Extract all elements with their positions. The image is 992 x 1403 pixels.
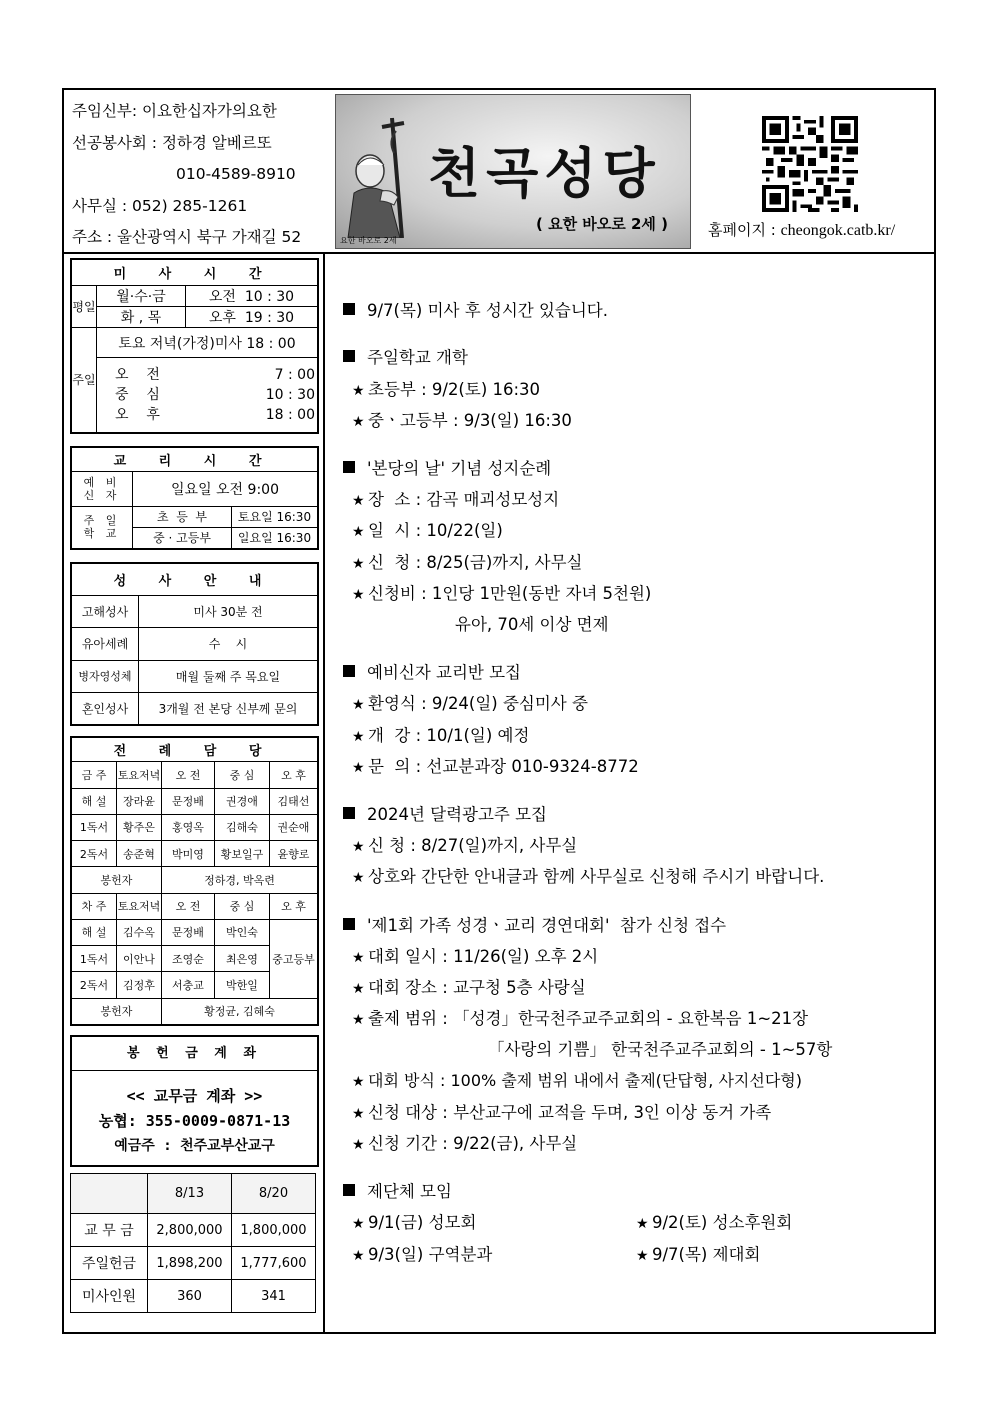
notice-7 [343,1178,452,1202]
item-value: : 100% 출제 범위 내에서 출제(단답형, 사지선다형) [440,1071,802,1090]
square-bullet-icon [343,807,355,819]
week2-header-0: 차 주 [72,893,117,919]
meeting-2 [636,1209,792,1233]
finance-label-2: 주일헌금 [71,1247,148,1280]
star-bullet-icon: ★ [352,1106,365,1122]
qr-code-icon[interactable] [762,116,858,212]
sunday-label: 주일 [72,328,97,433]
week1-header-0: 금 주 [72,762,117,788]
item-value: : 11/26(일) 오후 2시 [442,947,599,966]
week2-header-3: 중 심 [215,893,270,919]
sunday-name-1: 오 전 [115,367,160,383]
item-value: 상호와 간단한 안내글과 함께 사무실로 신청해 주시기 바랍니다. [368,867,825,886]
item-label: 중ㆍ고등부 [368,411,448,430]
notice-6-text: '제1회 가족 성경ㆍ교리 경연대회' 참가 신청 접수 [367,916,727,935]
address-line: 주소 : 울산광역시 북구 가재길 52 [72,228,302,246]
school-time-2: 일요일 16:30 [232,527,318,548]
week2-offering: 황정균, 김혜숙 [162,998,318,1024]
star-bullet-icon: ★ [352,1248,365,1264]
week2-r3-c0: 2독서 [72,972,117,998]
week1-r1-c2: 문정배 [162,788,215,814]
week1-r3-c0: 2독서 [72,841,117,867]
finance-corner [71,1174,148,1214]
weekday-label: 평일 [72,286,97,328]
notice-3-item-2 [352,517,503,541]
week2-r3-c2: 서충교 [162,972,215,998]
office-line: 사무실 : 052) 285-1261 [72,196,248,215]
item-value: : 교구청 5층 사랑실 [442,978,586,997]
week2-r1-c1: 김수옥 [117,919,162,945]
liturgy-title: 전 례 담 당 [72,738,318,762]
finance-r3-v2: 341 [232,1280,316,1313]
week2-offering-label: 봉헌자 [72,998,162,1024]
notice-3-item-1 [352,486,559,510]
star-bullet-icon: ★ [636,1216,649,1232]
item-value: : 감곡 매괴성모성지 [415,490,560,509]
notice-5-text: 2024년 달력광고주 모집 [367,805,547,824]
week1-r2-c2: 홍영옥 [162,814,215,840]
notice-4-text: 예비신자 교리반 모집 [367,663,521,682]
week2-header-2: 오 전 [162,893,215,919]
notice-6-item-2 [352,974,586,998]
church-patron: ( 요한 바오로 2세 ) [536,215,668,233]
sacrament-value-1: 미사 30분 전 [139,596,318,628]
star-bullet-icon: ★ [352,414,365,430]
week2-r1-c0: 해 설 [72,919,117,945]
photo-caption: 요한 바오로 2세 [340,236,397,245]
notice-5-item-1 [352,832,577,856]
week1-r3-c1: 송준혁 [117,841,162,867]
star-bullet-icon: ★ [352,493,365,509]
notice-4-item-1 [352,690,588,714]
week1-offering-label: 봉헌자 [72,867,162,893]
finance-r1-v1: 2,800,000 [148,1214,232,1247]
item-label: 문 의 [368,757,411,776]
meeting-3 [352,1241,492,1265]
item-label: 신 청 [368,836,406,855]
notice-4-item-3 [352,753,639,777]
sunday-name-2: 중 심 [115,387,160,403]
weekday-time-1: 오전 10 : 30 [186,286,318,307]
account-divider [71,1070,318,1071]
finance-label-3: 미사인원 [71,1280,148,1313]
school-name-1: 초 등 부 [133,506,232,527]
account-line-3: 예금주 : 천주교부산교구 [114,1138,275,1154]
item-value: 9/3(일) 구역분과 [368,1245,493,1264]
finance-table [70,1173,316,1313]
sacrament-value-4: 3개월 전 본당 신부께 문의 [139,692,318,724]
mass-times-table [71,259,318,433]
star-bullet-icon: ★ [352,981,365,997]
school-name-2: 중 · 고등부 [133,527,232,548]
week1-r1-c0: 해 설 [72,788,117,814]
star-bullet-icon: ★ [352,950,365,966]
square-bullet-icon [343,1184,355,1196]
account-line-2: 농협: 355-0009-0871-13 [98,1112,291,1130]
item-value: 9/7(목) 제대회 [652,1245,761,1264]
item-label: 신청 대상 [368,1103,438,1122]
item-label: 신청 기간 [368,1134,438,1153]
missionary-line: 선공봉사회 : 정하경 알베르또 [72,133,272,152]
sacrament-name-4: 혼인성사 [72,692,139,724]
homepage-label: 홈페이지 : [708,221,776,239]
column-divider [323,253,325,1334]
sunday-time-3: 18 : 00 [265,407,315,423]
finance-r3-v1: 360 [148,1280,232,1313]
item-label: 대회 방식 [368,1071,435,1090]
week1-header-3: 중 심 [215,762,270,788]
notice-3-extra: 유아, 70세 이상 면제 [455,615,609,634]
sacraments-table [71,563,318,725]
week1-r1-c1: 장라윤 [117,788,162,814]
item-value: : 8/27(일)까지, 사무실 [410,836,578,855]
sunday-time-2: 10 : 30 [265,387,315,403]
item-label: 장 소 [368,490,411,509]
week2-header-1: 토요저녁 [117,893,162,919]
notice-3-item-4 [352,580,651,604]
homepage-url[interactable]: cheongok.catb.kr/ [780,222,896,239]
week1-r3-c3: 황보일구 [215,841,270,867]
notice-3-text: '본당의 날' 기념 성지순례 [367,459,552,478]
weekday-days-1: 월·수·금 [97,286,186,307]
square-bullet-icon [343,665,355,677]
notice-5 [343,801,547,825]
star-bullet-icon: ★ [352,1216,365,1232]
item-label: 일 시 [368,521,411,540]
star-bullet-icon: ★ [352,839,365,855]
week1-r1-c3: 권경애 [215,788,270,814]
star-bullet-icon: ★ [352,760,365,776]
square-bullet-icon [343,461,355,473]
item-label: 개 강 [368,726,411,745]
header-info [72,96,301,254]
saturday-mass: 토요 저녁(가정)미사 18 : 00 [97,328,318,358]
item-label: 대회 일시 [368,947,438,966]
notice-1-text: 9/7(목) 미사 후 성시간 있습니다. [367,301,608,320]
item-label: 초등부 [368,380,416,399]
finance-date-1: 8/13 [148,1174,232,1214]
notice-6-item-6 [352,1130,577,1154]
sunday-school-label: 주 일 학 교 [72,506,133,548]
homepage [708,219,895,240]
meeting-1 [352,1209,476,1233]
item-value: : 10/22(일) [415,521,503,540]
church-banner [335,94,691,249]
finance-r2-v1: 1,898,200 [148,1247,232,1280]
star-bullet-icon: ★ [636,1248,649,1264]
account-title: 봉 헌 금 계 좌 [127,1046,262,1061]
week1-r2-c0: 1독서 [72,814,117,840]
finance-r2-v2: 1,777,600 [232,1247,316,1280]
item-value: : 9/2(토) 16:30 [421,380,541,399]
missionary-phone: 010-4589-8910 [176,165,296,183]
star-bullet-icon: ★ [352,1074,365,1090]
notice-6-item-3 [352,1005,808,1029]
star-bullet-icon: ★ [352,383,365,399]
sunday-mass-list [97,358,318,433]
notice-6-item-1 [352,943,598,967]
catechumen-time: 일요일 오전 9:00 [133,472,318,506]
liturgy-table [71,737,318,1025]
week1-header-2: 오 전 [162,762,215,788]
pastor-line: 주임신부: 이요한십자가의요한 [72,102,277,120]
week2-r2-c3: 최은영 [215,946,270,972]
weekday-time-2: 오후 19 : 30 [186,307,318,328]
star-bullet-icon: ★ [352,524,365,540]
week1-r3-c4: 윤향로 [270,841,318,867]
week2-r2-c0: 1독서 [72,946,117,972]
square-bullet-icon [343,350,355,362]
notice-2-text: 주일학교 개학 [367,348,468,367]
sacrament-name-3: 병자영성체 [72,660,139,692]
notice-2-item-1 [352,376,540,400]
week1-header-1: 토요저녁 [117,762,162,788]
item-value: : 8/25(금)까지, 사무실 [415,553,583,572]
week2-r3-c3: 박한일 [215,972,270,998]
week2-r2-c2: 조영순 [162,946,215,972]
church-title: 천곡성당 [428,141,661,205]
item-value: 9/2(토) 성소후원회 [652,1213,793,1232]
item-value: : 「성경」한국천주교주교회의 - 요한복음 1~21장 [442,1009,809,1028]
notice-5-extra [352,863,824,887]
star-bullet-icon: ★ [352,1137,365,1153]
item-value: 9/1(금) 성모회 [368,1213,477,1232]
star-bullet-icon: ★ [352,1012,365,1028]
item-value: : 9/24(일) 중심미사 중 [421,694,588,713]
week2-r3-c1: 김정후 [117,972,162,998]
finance-r1-v2: 1,800,000 [232,1214,316,1247]
notice-3 [343,455,551,479]
item-label: 대회 장소 [368,978,438,997]
notice-1 [343,297,608,321]
item-label: 환영식 [368,694,416,713]
sacraments-title: 성 사 안 내 [72,564,318,596]
item-label: 신청비 [368,584,416,603]
week2-afternoon: 중고등부 [270,919,318,998]
item-value: : 1인당 1만원(동반 자녀 5천원) [421,584,652,603]
sunday-time-1: 7 : 00 [274,367,315,383]
week2-header-4: 오 후 [270,893,318,919]
sacrament-name-2: 유아세례 [72,628,139,660]
sacrament-value-2: 수 시 [139,628,318,660]
week1-r2-c4: 권순애 [270,814,318,840]
notice-3-item-3 [352,549,582,573]
item-value: : 9/3(일) 16:30 [452,411,572,430]
sacrament-value-3: 매월 둘째 주 목요일 [139,660,318,692]
star-bullet-icon: ★ [352,729,365,745]
star-bullet-icon: ★ [352,587,365,603]
star-bullet-icon: ★ [352,870,365,886]
finance-date-2: 8/20 [232,1174,316,1214]
week1-r2-c1: 황주은 [117,814,162,840]
notice-4 [343,659,521,683]
item-label: 신 청 [368,553,411,572]
meeting-4 [636,1241,760,1265]
star-bullet-icon: ★ [352,556,365,572]
star-bullet-icon: ★ [352,697,365,713]
sacrament-name-1: 고해성사 [72,596,139,628]
square-bullet-icon [343,303,355,315]
notice-6 [343,912,726,936]
account-line-1: << 교무금 계좌 >> [126,1087,263,1105]
notice-2-item-2 [352,407,572,431]
square-bullet-icon [343,918,355,930]
finance-label-1: 교 무 금 [71,1214,148,1247]
catechumen-label: 예 비 신 자 [72,472,133,506]
pope-figure-icon [344,113,434,238]
mass-times-title: 미 사 시 간 [72,260,318,286]
school-time-1: 토요일 16:30 [232,506,318,527]
item-value: : 선교분과장 010-9324-8772 [415,757,639,776]
catechism-title: 교 리 시 간 [72,448,318,472]
week1-header-4: 오 후 [270,762,318,788]
week2-r2-c1: 이안나 [117,946,162,972]
notice-6-item-5 [352,1099,771,1123]
week2-r1-c3: 박인숙 [215,919,270,945]
notice-2 [343,344,468,368]
item-value: : 9/22(금), 사무실 [442,1134,578,1153]
item-value: : 부산교구에 교적을 두며, 3인 이상 동거 가족 [442,1103,772,1122]
notice-6-range-2: 「사랑의 기쁨」 한국천주교주교회의 - 1~57항 [488,1040,833,1059]
catechism-table [71,447,318,549]
item-value: : 10/1(일) 예정 [415,726,530,745]
week1-offering: 정하경, 박옥련 [162,867,318,893]
week1-r3-c2: 박미영 [162,841,215,867]
notice-6-item-4 [352,1068,802,1091]
week1-r2-c3: 김해숙 [215,814,270,840]
account-details [71,1084,318,1159]
week2-r1-c2: 문정배 [162,919,215,945]
notice-7-text: 제단체 모임 [367,1182,452,1201]
item-label: 출제 범위 [368,1009,438,1028]
week1-r1-c4: 김태선 [270,788,318,814]
sunday-name-3: 오 후 [115,407,160,423]
notice-4-item-2 [352,722,529,746]
weekday-days-2: 화 , 목 [97,307,186,328]
